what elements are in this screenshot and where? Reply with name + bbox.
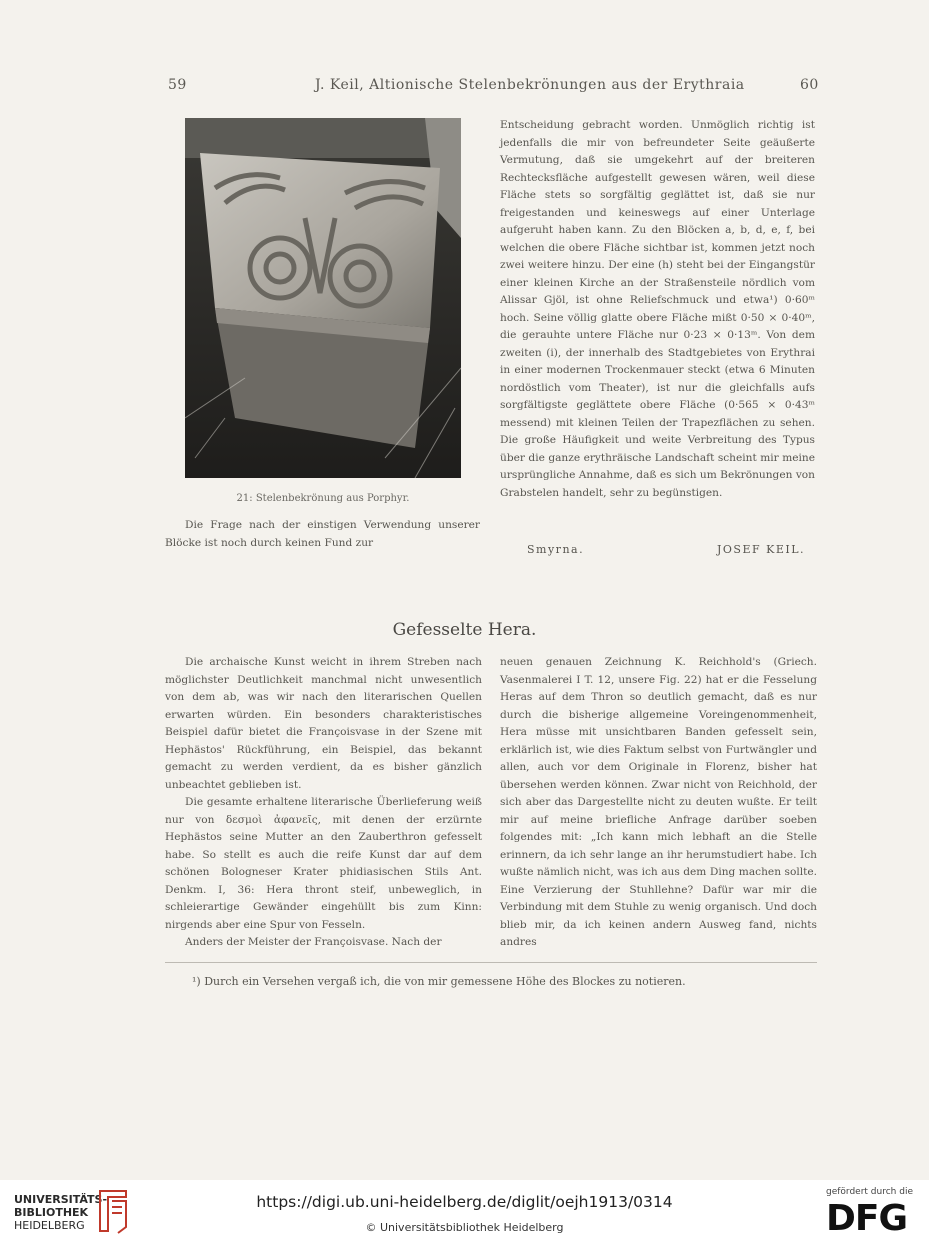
section-title: Gefesselte Hera. bbox=[392, 620, 537, 640]
paragraph: neuen genauen Zeichnung K. Reichhold's (Griech. Vasenmalerei I T. 12, unsere Fig. 22) hat er die Fesselung Heras auf dem Thron so deutlich gemacht, daß es nur durch die bisherige allgemeine Voreingenommenheit, Hera müsse mit unsichtbaren Banden gefesselt sein, erklärlich ist, wie dies Faktum selbst von Furtwängler und allen, auch vor dem Originale in Florenz, bisher hat übersehen werden können. Zwar nicht von Reichhold, der sich aber das Dargestellte nicht zu deuten wußte. Er teilt mir auf meine briefliche Anfrage darüber soeben folgendes mit: „Ich kann mich lebhaft an die Stelle erinnern, da ich sehr lange an ihr herumstudiert habe. Ich wußte nämlich nicht, was ich aus dem Ding machen sollte. Eine Verzierung der Stuhllehne? Dafür war mir die Verbindung mit dem Stuhle zu wenig organisch. Und doch blieb mir, da ich keinen andern Ausweg fand, nichts andres bbox=[500, 656, 817, 948]
column-top-right bbox=[500, 117, 815, 502]
paragraph: Entscheidung gebracht worden. Unmöglich richtig ist jedenfalls die mir von befreundeter Seite geäußerte Vermutung, daß sie umgekehrt auf der breiteren Rechtecksfläche aufgestellt gewesen wären, weil diese Fläche stets so sorgfältig geglättet ist, daß sie nur freigestanden und keineswegs auf einer Unterlage aufgeruht haben kann. Zu den Blöcken a, b, d, e, f, bei welchen die obere Fläche sichtbar ist, kommen jetzt noch zwei weitere hinzu. Der eine (h) steht bei der Eingangstür einer kleinen Kirche an der Straßensteile nördlich vom Alissar Gjöl, ist ohne Reliefschmuck und etwa¹) 0·60ᵐ hoch. Seine völlig glatte obere Fläche mißt 0·50 × 0·40ᵐ, die gerauhte untere Fläche nur 0·23 × 0·13ᵐ. Von dem zweiten (i), der innerhalb des Stadtgebietes von Erythrai in einer modernen Trockenmauer steckt (etwa 6 Minuten nordöstlich vom Theater), ist nur die gleichfalls aufs sorgfältigste geglättete obere Fläche (0·565 × 0·43ᵐ messend) mit kleinen Teilen der Trapezflächen zu sehen. Die große Häufigkeit und weite Verbreitung des Typus über die ganze erythräische Landschaft scheint mir meine ursprüngliche Annahme, daß es sich um Bekrönungen von Grabstelen handelt, sehr zu begünstigen. bbox=[500, 119, 815, 499]
dfg-logo-text: DFG bbox=[826, 1198, 908, 1234]
page-number-left: 59 bbox=[168, 77, 187, 93]
column-bottom-left bbox=[165, 654, 482, 952]
footnote-rule bbox=[165, 962, 817, 963]
funded-by-label: gefördert durch die bbox=[826, 1187, 913, 1197]
running-title: J. Keil, Altionische Stelenbekrönungen aus der Erythraia bbox=[315, 77, 745, 93]
paragraph: Die Frage nach der einstigen Verwendung unserer Blöcke ist noch durch keinen Fund zur bbox=[165, 519, 480, 549]
stele-crown-photo bbox=[185, 118, 461, 478]
column-top-left bbox=[165, 517, 480, 552]
copyright-text: © Universitätsbibliothek Heidelberg bbox=[365, 1221, 564, 1234]
signature-place: Smyrna. bbox=[527, 543, 585, 556]
footnote: ¹) Durch ein Versehen vergaß ich, die von mir gemessene Höhe des Blockes zu notieren. bbox=[192, 975, 686, 988]
paragraph: Die archaische Kunst weicht in ihrem Streben nach möglichster Deutlichkeit manchmal nicht unwesentlich von dem ab, was wir nach den literarischen Quellen erwarten würden. Ein besonders charakteristisches Beispiel dafür bietet die Françoisvase in der Szene mit Hephästos' Rückführung, ein Beispiel, das bekannt gemacht zu werden verdient, da es bisher gänzlich unbeachtet geblieben ist. bbox=[165, 656, 482, 791]
library-line-2: BIBLIOTHEK bbox=[14, 1206, 89, 1219]
column-bottom-right bbox=[500, 654, 817, 952]
paragraph: Die gesamte erhaltene literarische Überlieferung weiß nur von δεσμοὶ ἀφανεῖς, mit denen der erzürnte Hephästos seine Mutter an den Zauberthron gefesselt habe. So stellt es auch die reife Kunst dar auf dem schönen Bologneser Krater phidiasischen Stils Ant. Denkm. I, 36: Hera thront steif, unbeweglich, in schleierartige Gewänder eingehüllt bis zum Kinn: nirgends aber eine Spur von Fesseln. bbox=[165, 796, 482, 931]
viewer-footer bbox=[0, 1180, 929, 1245]
signature-author: JOSEF KEIL. bbox=[717, 543, 806, 556]
page-number-right: 60 bbox=[800, 77, 819, 93]
dfg-logo-icon[interactable] bbox=[826, 1198, 916, 1234]
page-url-link[interactable]: https://digi.ub.uni-heidelberg.de/diglit/oejh1913/0314 bbox=[256, 1193, 673, 1211]
figure-caption: 21: Stelenbekrönung aus Porphyr. bbox=[236, 493, 410, 504]
library-line-3: HEIDELBERG bbox=[14, 1219, 85, 1232]
library-line-1: UNIVERSITÄTS- bbox=[14, 1193, 108, 1206]
paragraph: Anders der Meister der Françoisvase. Nach der bbox=[185, 936, 442, 948]
